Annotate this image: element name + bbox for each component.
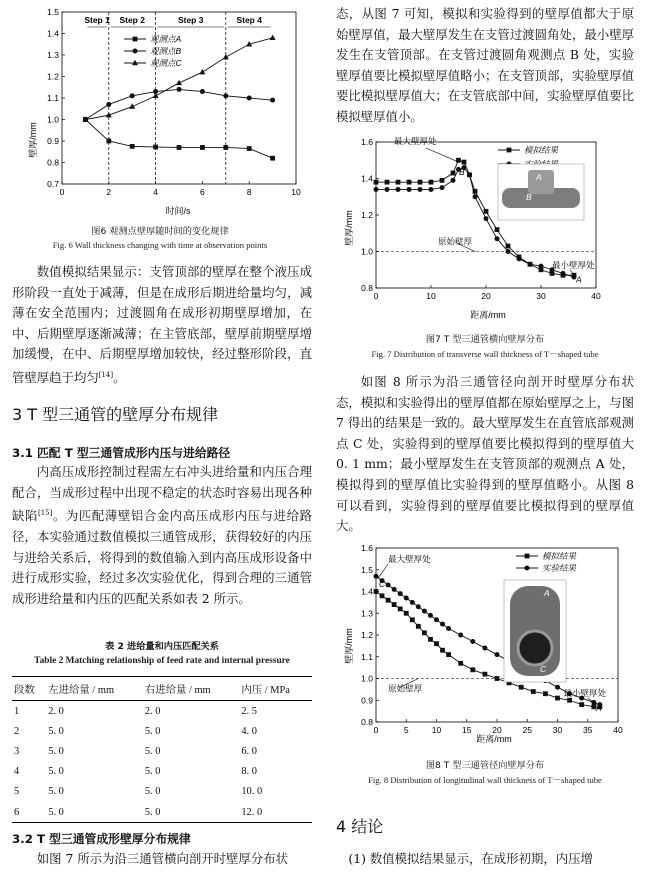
- data-point: [484, 209, 489, 214]
- data-point: [404, 596, 409, 601]
- data-point: [555, 685, 560, 690]
- point-label: B: [459, 166, 465, 177]
- data-point: [418, 187, 423, 192]
- data-point: [106, 139, 111, 144]
- data-point: [495, 227, 500, 232]
- subsection-3-1-title: 3.1 匹配 T 型三通管成形内压与进给路径: [12, 446, 231, 460]
- data-point: [428, 613, 433, 618]
- point-label: A: [544, 588, 550, 598]
- y-tick-label: 1.2: [361, 210, 373, 220]
- fig6-caption-cn: 图6 观测点壁厚随时间的变化规律: [91, 226, 229, 237]
- table-cell: 2. 0: [48, 705, 64, 717]
- y-tick-label: 1.3: [47, 50, 59, 60]
- y-tick-label: 0.9: [47, 136, 59, 146]
- annotation-pointer: [426, 148, 459, 162]
- table-header-cell: 右进给量 / mm: [143, 677, 240, 701]
- fig6-xlabel: 时间/s: [165, 206, 191, 216]
- data-point: [428, 637, 433, 642]
- y-tick-label: 1.0: [47, 114, 59, 125]
- x-tick-label: 8: [246, 187, 252, 197]
- data-point: [396, 180, 401, 185]
- data-point: [247, 146, 252, 151]
- fig7-xlabel: 距离/mm: [470, 310, 506, 320]
- paragraph-text: 。为匹配薄壁铝合金内高压成形内压与进给路径，本实验通过数值模拟三通管成形，获得较好的内压与进给关系后，将得到的数值输入到内高压成形设备中进行成形实验，经过多次实验优化，得到合理的三通管成形进给量和内压的匹配关系如表 2 所示。: [12, 508, 313, 606]
- data-point: [555, 696, 560, 701]
- table-cell: 5. 0: [48, 766, 64, 778]
- table-cell: 2: [14, 725, 20, 737]
- paragraph-fig8-analysis: 如图 8 所示为沿三通管径向剖开时壁厚分布状态，模拟和实验得出的壁厚值都在原始壁厚之上，与图 7 得出的结果是一致的。最大壁厚发生在直管底部观测点 C 处，实验得到的壁厚值要比模拟得到的壁厚值大 0. 1 mm；最小壁厚发生在支管顶部的观测点 A 处，模拟得到的壁厚值比实验得到的壁厚值略小。从图 8 可以看到，实验得到的壁厚值要比模拟得到的壁厚值大。: [336, 374, 634, 534]
- fig6-caption-en: Fig. 6 Wall thickness changing with time at observation points: [52, 240, 268, 250]
- legend-label: 模拟结果: [542, 551, 577, 561]
- citation: [14]: [98, 370, 114, 379]
- paragraph-text: 数值模拟结果显示：支管顶部的壁厚在整个液压成形阶段一直处于减薄，但是在成形后期进给量均匀，减薄在安全范围内；过渡圆角在成形初期壁厚增加，在中、后期壁厚逐渐减薄；在主管底部，壁厚前期壁厚增加缓慢，在中、后期壁厚增加较快，经过整形阶段，直管壁厚趋于均匀: [12, 264, 312, 386]
- x-tick-label: 30: [536, 291, 546, 301]
- data-point: [223, 54, 229, 59]
- y-tick-label: 0.7: [47, 179, 59, 189]
- legend-label: 观测点C: [150, 58, 182, 68]
- data-point: [106, 102, 111, 107]
- fig8-caption-cn: 图8 T 型三通管径向壁厚分布: [425, 760, 545, 771]
- data-point: [446, 626, 451, 631]
- fig8-caption-en: Fig. 8 Distribution of longitudinal wall thickness of T－shaped tube: [368, 775, 602, 785]
- data-point: [410, 617, 415, 622]
- table-cell: 6: [12, 802, 46, 823]
- annotation-original: 原始壁厚: [438, 236, 473, 247]
- table-cell: 4. 0: [241, 725, 257, 737]
- y-tick-label: 0.9: [361, 695, 373, 706]
- x-tick-label: 10: [426, 291, 436, 301]
- y-tick-label: 1.5: [361, 564, 373, 575]
- data-point: [392, 602, 397, 607]
- fig7-caption-cn: 图7 T 型三通管横向壁厚分布: [425, 334, 545, 345]
- data-point: [458, 633, 463, 638]
- data-point: [270, 156, 275, 161]
- legend-label: 实验结果: [542, 563, 577, 573]
- subsection-3-2-title: 3.2 T 型三通管成形壁厚分布规律: [12, 832, 191, 846]
- y-tick-label: 1.1: [47, 93, 59, 103]
- data-point: [270, 35, 276, 40]
- y-tick-label: 1.4: [361, 586, 373, 597]
- data-point: [200, 89, 205, 94]
- data-point: [462, 160, 467, 165]
- data-point: [386, 598, 391, 603]
- point-label: A: [595, 703, 602, 714]
- data-point: [153, 93, 159, 98]
- table-cell: 2. 5: [241, 705, 257, 717]
- table-row: [12, 802, 312, 823]
- data-point: [484, 216, 489, 221]
- y-tick-label: 1.5: [47, 7, 59, 17]
- data-point: [451, 178, 456, 183]
- paragraph-conclusion-1: (1) 数值模拟结果显示，在成形初期，内压增: [348, 851, 593, 866]
- step-label: Step 3: [177, 15, 204, 25]
- data-point: [429, 187, 434, 192]
- data-point: [470, 667, 475, 672]
- x-tick-label: 20: [492, 725, 502, 735]
- data-point: [470, 639, 475, 644]
- data-point: [440, 185, 445, 190]
- data-point: [374, 187, 379, 192]
- annotation-min: 最小壁厚处: [552, 259, 595, 270]
- table-cell: 5. 0: [48, 745, 64, 757]
- data-point: [434, 617, 439, 622]
- table-row: [12, 741, 312, 761]
- data-point: [434, 641, 439, 646]
- fig6-chart: [4, 0, 316, 240]
- table2-title-cn: 表 2 进给量和内压匹配关系: [105, 641, 219, 652]
- citation: [15]: [37, 509, 53, 518]
- data-point: [416, 624, 421, 629]
- data-point: [398, 607, 403, 612]
- paragraph-sim-results: [12, 262, 312, 389]
- paragraph-text: 。: [113, 370, 126, 386]
- tube-opening: [518, 631, 552, 665]
- data-point: [270, 98, 275, 103]
- table-cell: 6. 0: [241, 745, 257, 757]
- data-point: [543, 691, 548, 696]
- fig7-ylabel: 壁厚/mm: [344, 210, 354, 246]
- data-point: [519, 685, 524, 690]
- data-point: [247, 96, 252, 101]
- annotation-pointer: [378, 564, 388, 578]
- data-point: [418, 180, 423, 185]
- table2-title-en: Table 2 Matching relationship of feed rate and internal pressure: [34, 656, 290, 666]
- table-cell: 8. 0: [241, 766, 257, 778]
- fig8-chart: [330, 536, 636, 746]
- legend-marker: [525, 554, 530, 559]
- section-4-title: 4 结论: [336, 817, 384, 836]
- data-point: [200, 145, 205, 150]
- x-tick-label: 2: [106, 187, 112, 197]
- table-cell: 5. 0: [48, 725, 64, 737]
- fig7-chart: [330, 128, 636, 324]
- data-point: [495, 676, 500, 681]
- x-tick-label: 4: [153, 187, 158, 197]
- data-point: [199, 69, 205, 74]
- data-point: [567, 698, 572, 703]
- data-point: [396, 187, 401, 192]
- table-header-cell: 左进给量 / mm: [46, 677, 143, 701]
- paragraph-path: [12, 462, 312, 609]
- data-point: [531, 689, 536, 694]
- x-tick-label: 40: [613, 725, 623, 735]
- data-point: [561, 271, 566, 276]
- data-point: [440, 178, 445, 183]
- table-cell: 5. 0: [46, 802, 143, 823]
- data-point: [416, 604, 421, 609]
- y-tick-label: 1.4: [361, 173, 373, 184]
- data-point: [467, 172, 472, 177]
- table-cell: 5. 0: [144, 725, 161, 737]
- table-cell: 5. 0: [144, 786, 161, 798]
- legend-marker: [132, 60, 138, 65]
- table-cell: 12. 0: [239, 802, 312, 823]
- data-point: [458, 661, 463, 666]
- data-point: [506, 244, 511, 249]
- x-tick-label: 0: [373, 291, 379, 301]
- point-label: A: [576, 274, 582, 285]
- table-cell: 4: [14, 766, 20, 778]
- data-point: [398, 591, 403, 596]
- data-point: [385, 180, 390, 185]
- y-tick-label: 1.0: [361, 246, 373, 257]
- data-point: [528, 262, 533, 267]
- x-tick-label: 0: [373, 725, 379, 735]
- x-tick-label: 30: [552, 725, 563, 735]
- y-tick-label: 0.8: [361, 717, 373, 727]
- data-point: [495, 236, 500, 241]
- y-tick-label: 1.1: [361, 651, 373, 662]
- point-label: A: [536, 172, 542, 182]
- data-point: [177, 87, 182, 92]
- data-point: [539, 264, 544, 269]
- data-point: [130, 93, 135, 98]
- x-tick-label: 20: [481, 291, 491, 301]
- table-header-cell: 内压 / MPa: [239, 677, 312, 701]
- x-tick-label: 0: [59, 187, 65, 197]
- y-tick-label: 1.2: [47, 71, 59, 82]
- table-cell: 5: [14, 786, 20, 798]
- data-point: [422, 630, 427, 635]
- data-point: [495, 652, 500, 657]
- table-header-cell: 段数: [12, 677, 46, 701]
- x-tick-label: 15: [462, 725, 472, 735]
- data-point: [579, 702, 584, 707]
- annotation-original: 原始壁厚: [388, 683, 423, 694]
- paragraph-fig7-intro: 如图 7 所示为沿三通管横向剖开时壁厚分布状: [36, 851, 288, 866]
- legend-marker: [133, 49, 138, 54]
- data-point: [422, 609, 427, 614]
- section-3-title: 3 T 型三通管的壁厚分布规律: [12, 405, 219, 424]
- data-point: [483, 672, 488, 677]
- table2: [12, 676, 312, 823]
- data-point: [223, 93, 228, 98]
- legend-label: 模拟结果: [524, 145, 559, 155]
- series-line: [85, 89, 272, 119]
- y-tick-label: 1.0: [361, 673, 373, 684]
- data-point: [446, 652, 451, 657]
- table-cell: 5. 0: [48, 786, 64, 798]
- table-cell: 5. 0: [143, 802, 240, 823]
- table-cell: 10. 0: [241, 786, 263, 798]
- x-tick-label: 10: [291, 187, 301, 197]
- table-cell: 5. 0: [144, 745, 161, 757]
- data-point: [482, 646, 487, 651]
- x-tick-label: 10: [431, 725, 442, 735]
- point-label: C: [379, 579, 386, 590]
- fig8-xlabel: 距离/mm: [476, 734, 512, 744]
- paragraph-fig7-analysis: 态，从图 7 可知，模拟和实验得到的壁厚值都大于原始壁厚值，最大壁厚发生在支管过渡圆角处，最小壁厚发生在支管顶部。在支管过渡圆角观测点 B 处，实验壁厚值要比模拟壁厚值略小；在支管顶部，实验壁厚值要比模拟壁厚值大；在支管底部中间，实验壁厚值要比模拟壁厚值小。: [336, 6, 634, 124]
- y-tick-label: 1.3: [361, 608, 373, 619]
- y-tick-label: 1.6: [361, 543, 373, 553]
- table-row: [12, 782, 312, 802]
- data-point: [506, 249, 511, 254]
- legend-marker: [525, 566, 530, 571]
- legend-marker: [507, 148, 512, 153]
- table-row: [12, 721, 312, 741]
- data-point: [440, 622, 445, 627]
- y-tick-label: 1.6: [361, 137, 373, 147]
- table-row: [12, 701, 312, 722]
- data-point: [386, 582, 391, 587]
- data-point: [429, 180, 434, 185]
- table-row: [12, 762, 312, 782]
- data-point: [385, 187, 390, 192]
- legend-label: 观测点A: [150, 34, 182, 44]
- fig6-ylabel: 壁厚/mm: [28, 122, 38, 158]
- data-point: [223, 145, 228, 150]
- data-point: [380, 593, 385, 598]
- data-point: [374, 180, 379, 185]
- x-tick-label: 40: [591, 291, 601, 301]
- data-point: [392, 587, 397, 592]
- table-cell: 1: [14, 705, 20, 717]
- data-point: [440, 648, 445, 653]
- y-tick-label: 0.8: [361, 283, 373, 293]
- step-label: Step 2: [119, 15, 145, 25]
- data-point: [177, 145, 182, 150]
- paragraph-text: 内高压成形控制过程需左右冲头进给量和内压合理配合，当成形过程中出现不稳定的状态时容易出现各种缺陷: [12, 464, 312, 524]
- y-tick-label: 1.2: [361, 630, 373, 640]
- y-tick-label: 0.8: [47, 157, 59, 168]
- annotation-max: 最大壁厚处: [388, 554, 431, 564]
- legend-marker: [133, 37, 138, 42]
- point-label: C: [540, 664, 547, 674]
- data-point: [473, 194, 478, 199]
- x-tick-label: 5: [403, 725, 409, 735]
- y-tick-label: 1.4: [47, 28, 59, 39]
- data-point: [374, 589, 379, 594]
- annotation-max: 最大壁厚处: [394, 136, 437, 146]
- legend-label: 观测点B: [150, 46, 182, 56]
- data-point: [451, 171, 456, 176]
- table-cell: 3: [14, 745, 20, 757]
- annotation-min: 最小壁厚处: [563, 687, 607, 698]
- data-point: [407, 180, 412, 185]
- fig7-caption-en: Fig. 7 Distribution of transverse wall thickness of T－shaped tube: [371, 349, 599, 359]
- data-point: [153, 145, 158, 150]
- data-point: [517, 256, 522, 261]
- step-label: Step 4: [236, 15, 262, 25]
- data-point: [130, 144, 135, 149]
- point-label: B: [526, 192, 532, 202]
- x-tick-label: 35: [583, 725, 593, 735]
- table-cell: 5. 0: [144, 766, 161, 778]
- x-tick-label: 6: [200, 187, 205, 197]
- series-line: [85, 120, 272, 159]
- data-point: [404, 611, 409, 616]
- fig8-ylabel: 壁厚/mm: [344, 628, 354, 664]
- table-cell: 2. 0: [144, 705, 161, 717]
- data-point: [410, 600, 415, 605]
- step-label: Step 1: [84, 15, 110, 25]
- data-point: [407, 187, 412, 192]
- x-tick-label: 25: [522, 725, 532, 735]
